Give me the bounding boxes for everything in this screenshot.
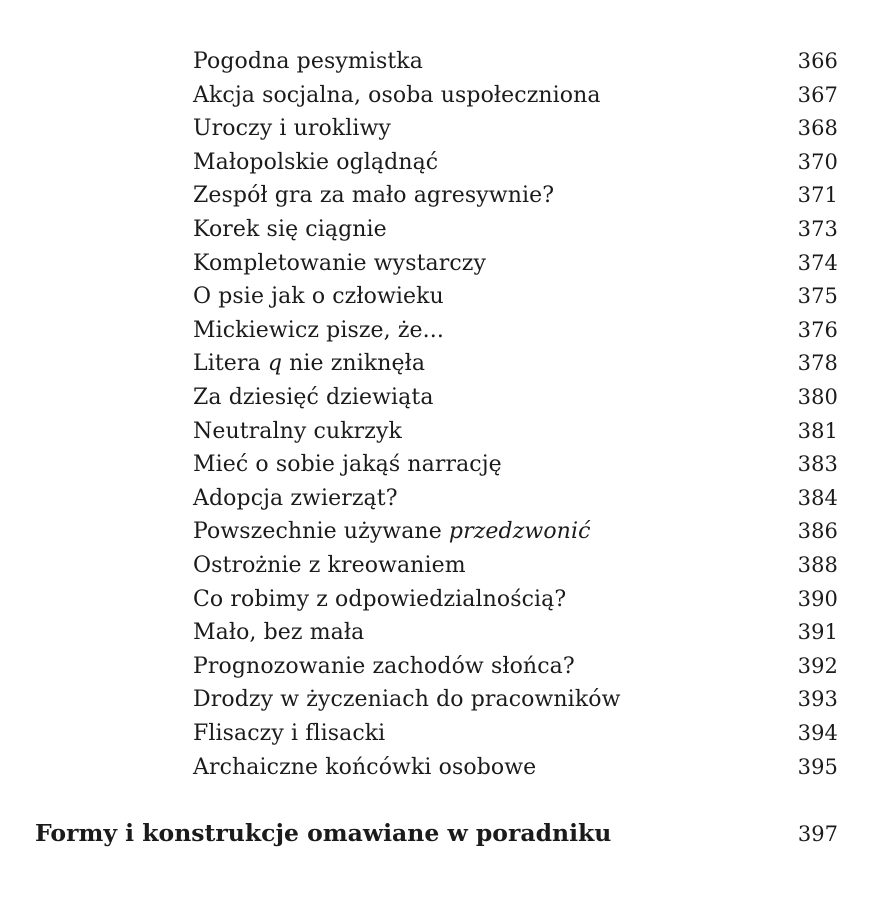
toc-entry	[193, 314, 838, 348]
toc-entry-title: Ostrożnie z kreowaniem	[193, 553, 466, 578]
toc-entry-title: Uroczy i urokliwy	[193, 116, 391, 142]
toc-entry-page: 381	[797, 418, 838, 443]
toc-entry	[193, 515, 838, 549]
toc-entry	[193, 549, 838, 583]
toc-entry-title: Neutralny cukrzyk	[193, 418, 402, 444]
toc-entry-page: 376	[797, 317, 838, 342]
toc-entry	[193, 616, 838, 650]
toc-entry-title: Flisaczy i flisacki	[193, 721, 386, 746]
toc-entry-page: 374	[797, 250, 838, 275]
toc-entry-page: 395	[797, 754, 838, 779]
toc-entry	[193, 179, 838, 213]
toc-entry	[193, 381, 838, 415]
toc-entry-page: 386	[797, 519, 838, 544]
toc-entry	[193, 146, 838, 180]
italic-term: q	[267, 351, 283, 377]
toc-entry-page: 391	[797, 620, 838, 645]
toc-entry	[193, 448, 838, 482]
toc-entry-page: 368	[797, 116, 838, 141]
toc-entry-page: 388	[797, 553, 838, 577]
toc-entry-page: 378	[797, 351, 838, 376]
toc-entry-title: Kompletowanie wystarczy	[193, 250, 487, 276]
toc-section-heading	[35, 813, 838, 853]
toc-entry-page: 380	[797, 385, 838, 409]
toc-entry-page: 384	[797, 485, 838, 510]
section-page: 397	[797, 822, 838, 846]
toc-entry	[193, 213, 838, 247]
toc-entry-page: 367	[797, 82, 838, 107]
toc-entry-title: Prognozowanie zachodów słońca?	[193, 653, 575, 679]
toc-entry-page: 393	[797, 687, 838, 712]
italic-term: przedzwonić	[448, 519, 591, 545]
toc-entry	[193, 482, 838, 516]
toc-entry-title: Litera q nie zniknęła	[193, 351, 426, 377]
toc-entry-title: Mieć o sobie jakąś narrację	[193, 452, 502, 478]
toc-entry-page: 371	[797, 183, 838, 208]
toc-entry-title: Mało, bez mała	[193, 620, 365, 646]
toc-entry-title: Co robimy z odpowiedzialnością?	[193, 586, 567, 612]
section-title: Formy i konstrukcje omawiane w poradniku	[35, 819, 612, 847]
toc-entry-title: Małopolskie oglądnąć	[193, 149, 439, 175]
toc-entry-title: Powszechnie używane przedzwonić	[193, 519, 591, 545]
toc-entry	[193, 280, 838, 314]
toc-entry-title: Pogodna pesymistka	[193, 49, 423, 74]
toc-entry	[193, 717, 838, 751]
toc-entry	[193, 683, 838, 717]
toc-entry-title: Archaiczne końcówki osobowe	[193, 754, 537, 780]
toc-entry-title: Mickiewicz pisze, że...	[193, 317, 444, 343]
toc-entry	[193, 347, 838, 381]
toc-entry	[193, 583, 838, 617]
toc-entry	[193, 247, 838, 281]
toc-entry-page: 392	[797, 653, 838, 678]
toc-entry-page: 383	[797, 452, 838, 477]
toc-entry-page: 370	[797, 149, 838, 174]
toc-entry-title: Adopcja zwierząt?	[193, 485, 398, 511]
toc-entry-page: 373	[797, 217, 838, 241]
toc-entry-title: Korek się ciągnie	[193, 217, 387, 242]
toc-entry-page: 394	[797, 721, 838, 745]
toc-entry-page: 375	[797, 284, 838, 309]
toc-entry-page: 390	[797, 586, 838, 611]
toc-entry-title: Akcja socjalna, osoba uspołeczniona	[193, 82, 601, 108]
toc-entry-page: 366	[797, 49, 838, 73]
toc-entry-title: Drodzy w życzeniach do pracowników	[193, 687, 621, 713]
toc-entry	[193, 415, 838, 449]
toc-entry-title: Za dziesięć dziewiąta	[193, 385, 434, 410]
toc-entry	[193, 79, 838, 113]
toc-entry	[193, 45, 838, 79]
toc-entry-title: O psie jak o człowieku	[193, 284, 444, 310]
toc-entry-title: Zespół gra za mało agresywnie?	[193, 183, 555, 209]
toc-entry	[193, 112, 838, 146]
toc-entry	[193, 650, 838, 684]
toc-entry	[193, 751, 838, 785]
